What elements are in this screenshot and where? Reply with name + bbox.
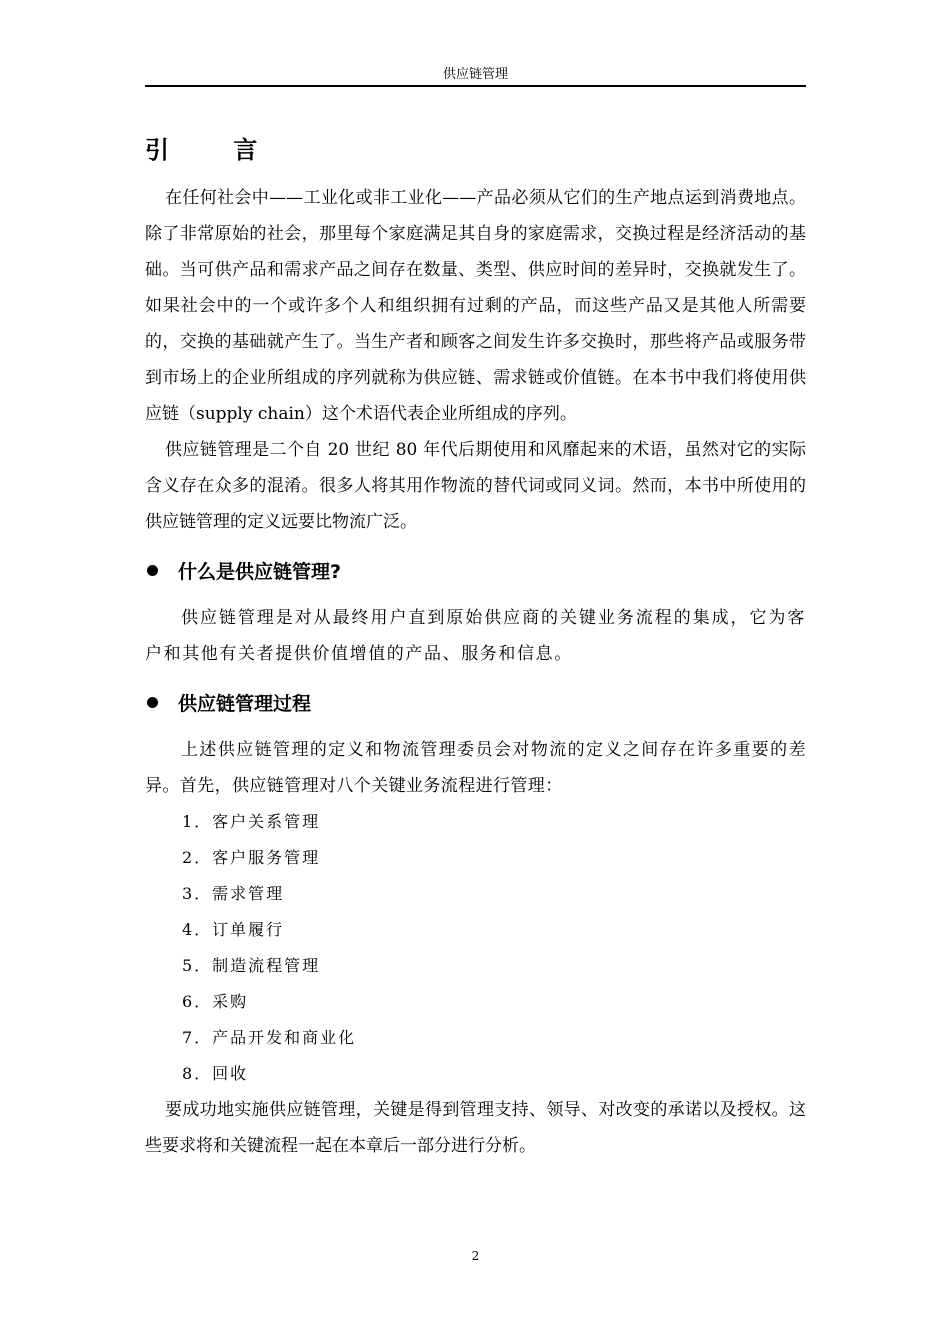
- definition-paragraph: 供应链管理是对从最终用户直到原始供应商的关键业务流程的集成，它为客户和其他有关者提供价值增值的产品、服务和信息。: [145, 608, 806, 664]
- subsection-heading-text: 什么是供应链管理?: [178, 560, 342, 583]
- list-item: 5．制造流程管理: [182, 956, 321, 975]
- bullet-dot-icon: [147, 565, 158, 576]
- subsection-heading-process: [145, 672, 806, 732]
- list-item: 4．订单履行: [182, 920, 285, 939]
- list-item: 3．需求管理: [182, 884, 285, 903]
- page-number: 2: [471, 1249, 480, 1263]
- list-item: 7．产品开发和商业化: [182, 1028, 357, 1047]
- intro-paragraph-1: 在任何社会中——工业化或非工业化——产品必须从它们的生产地点运到消费地点。除了非常原始的社会，那里每个家庭满足其自身的家庭需求，交换过程是经济活动的基础。当可供产品和需求产品之间存在数量、类型、供应时间的差异时，交换就发生了。如果社会中的一个或许多个人和组织拥有过剩的产品，而这些产品又是其他人所需要的，交换的基础就产生了。当生产者和顾客之间发生许多交换时，那些将产品或服务带到市场上的企业所组成的序列就称为供应链、需求链或价值链。在本书中我们将使用供应链（supply chain）这个术语代表企业所组成的序列。: [145, 188, 806, 424]
- header-rule: [145, 85, 806, 87]
- subsection-heading-definition: [145, 540, 806, 600]
- subsection-heading-text: 供应链管理过程: [178, 692, 312, 715]
- bullet-dot-icon: [147, 697, 158, 708]
- section-title: 引 言: [145, 135, 286, 164]
- list-item: 1．客户关系管理: [182, 812, 321, 831]
- intro-paragraph-2: 供应链管理是二个自 20 世纪 80 年代后期使用和风靡起来的术语，虽然对它的实际含义存在众多的混淆。很多人将其用作物流的替代词或同义词。然而，本书中所使用的供应链管理的定义远要比物流广泛。: [145, 440, 806, 532]
- closing-paragraph: 要成功地实施供应链管理，关键是得到管理支持、领导、对改变的承诺以及授权。这些要求将和关键流程一起在本章后一部分进行分析。: [145, 1100, 806, 1156]
- list-item: 8．回收: [182, 1064, 249, 1083]
- process-list: [145, 804, 806, 1092]
- list-item: 2．客户服务管理: [182, 848, 321, 867]
- list-item: 6．采购: [182, 992, 249, 1011]
- running-header: 供应链管理: [442, 67, 508, 82]
- body-text: [145, 120, 806, 1164]
- process-intro-paragraph: 上述供应链管理的定义和物流管理委员会对物流的定义之间存在许多重要的差异。首先，供应链管理对八个关键业务流程进行管理：: [145, 740, 806, 796]
